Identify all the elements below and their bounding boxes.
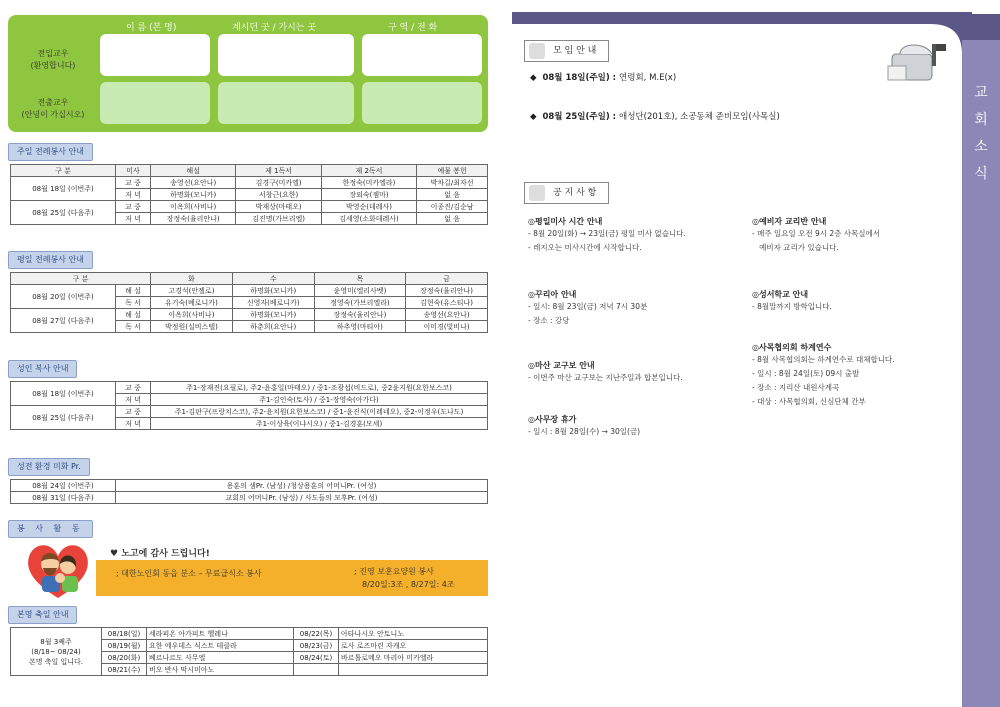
table-cell: 신영자(베로니카) [232,297,314,309]
notice-title: ◎성서학교 안내 [752,290,809,299]
reg-out-name-field[interactable] [100,82,210,124]
reg-label-in [13,48,93,72]
table-cell [339,664,488,676]
table-row [11,406,488,418]
table-cell: 08/18(일) [102,628,147,640]
sunday-table [10,164,488,225]
table-cell: 송영선(요안나) [406,309,488,321]
environment-table [10,479,488,504]
sidebar-char: 교 [974,85,988,101]
table-cell: 이미경(빛비나) [406,321,488,333]
table-cell: 서창근(요한) [236,189,321,201]
sidebar-char: 식 [974,166,988,182]
table-cell: 용훈의 샘Pr. (남성) /청상용훈의 어머니Pr. (여성) [116,480,488,492]
table-cell: 08/24(토) [294,652,339,664]
table-cell: 하명화(모니카) [232,285,314,297]
notice-title: ◎사목협의회 하계연수 [752,343,832,352]
table-cell: 윤영미(엘리사벳) [314,285,405,297]
table-cell: 이종진/김순남 [417,201,488,213]
table-cell: 박재상(마태오) [236,201,321,213]
table-cell: 고경석(안젤로) [151,285,233,297]
meeting-date: 08월 25일(주일) : [542,112,617,122]
table-cell: 08월 24일 (이번주) [11,480,116,492]
reg-header-place: 계시던 곳 / 가시는 곳 [232,23,317,33]
service-left-text: ; 대한노인회 동읍 분소 – 무료급식소 봉사 [116,569,262,578]
table-cell: 교 중 [116,177,151,189]
service-right-line-2: 8/20일:3조 , 8/27일: 4조 [362,580,455,589]
table-cell: 저 녁 [116,394,151,406]
table-header: 미사 [116,165,151,177]
table-cell: 장정숙(율리안나) [406,285,488,297]
notice-block [528,289,647,328]
table-cell: 08/20(화) [102,652,147,664]
reg-out-place-field[interactable] [218,82,354,124]
notice-line: - 이번주 마산 교구보는 지난주일과 합본입니다. [528,373,683,382]
table-row [11,309,488,321]
table-cell: 박정원(실비스텔) [151,321,233,333]
table-cell: 한정숙(미카엘라) [321,177,416,189]
table-header: 화 [151,273,233,285]
weekday-section-title: 평일 전례봉사 안내 [8,251,93,269]
table-header: 수 [232,273,314,285]
meeting-item: ◆ 08월 18일(주일) : 연령회, M.E(x) [530,73,677,83]
table-cell: 바르톨로메오 마리아 미카엘라 [339,652,488,664]
table-header: 예물 봉헌 [417,165,488,177]
service-section-title: 봉 사 활 동 [8,520,93,538]
notices-title: 공 지 사 항 [553,188,597,198]
table-cell: 하명화(모니카) [232,309,314,321]
table-cell: 비오 반사 막시미아노 [147,664,294,676]
table-cell: 장외숙(젬마) [321,189,416,201]
table-cell: 김경구(미카엘) [236,177,321,189]
table-row [11,177,488,189]
table-cell: 박영순(데레사) [321,201,416,213]
table-header: 금 [406,273,488,285]
table-cell: 08월 25일 (다음주) [11,406,116,430]
sidebar-title [962,80,1000,188]
reg-label-out-2: (안녕이 가십시오) [21,110,85,119]
table-cell: 베르나르도 사무엘 [147,652,294,664]
reg-header-district: 구 역 / 전 화 [388,23,438,33]
table-cell: 장정숙(율리안나) [151,213,236,225]
service-banner [96,560,488,596]
table-cell: 해 설 [116,285,151,297]
table-cell: 저 녁 [116,418,151,430]
table-cell: 독 서 [116,321,151,333]
meeting-date: 08월 18일(주일) : [542,73,617,83]
table-cell: 08월 27일 (다음주) [11,309,116,333]
notice-block [528,414,640,439]
notice-title: ◎꾸리아 안내 [528,290,577,299]
table-row [11,285,488,297]
meeting-text: 연령회, M.E(x) [619,73,677,83]
reg-in-name-field[interactable] [100,34,210,76]
feast-week-3: 본명 축일 입니다. [28,657,83,666]
table-cell: 요한 에우데스 식스트 테클라 [147,640,294,652]
meetings-title-tag [524,40,609,62]
adult-section-title: 성인 복사 안내 [8,360,77,378]
table-cell: 하춘희(요안나) [232,321,314,333]
table-cell: 김세영(소화데레사) [321,213,416,225]
table-cell: 저 녁 [116,213,151,225]
notice-line: 예비자 교리가 있습니다. [752,243,839,252]
notice-line: - 매주 일요일 오전 9시 2층 사목실에서 [752,229,880,238]
table-header: 구 분 [11,273,151,285]
notice-line: - 레지오는 미사시간에 시작합니다. [528,243,642,252]
feast-week-2: (8/18~ 08/24) [31,647,81,656]
table-cell: 정영숙(가브리엘라) [314,297,405,309]
table-header: 제 2독서 [321,165,416,177]
table-cell: 하명화(모니카) [151,189,236,201]
meeting-item: ◆ 08월 25일(주일) : 애성단(201호), 소공동체 준비모임(사목실) [530,112,780,122]
reg-label-in-2: (환영합니다) [30,61,76,70]
table-cell: 08월 18일 (이번주) [11,177,116,201]
mailbox-icon [886,34,948,90]
table-cell: 교 중 [116,201,151,213]
table-cell [294,664,339,676]
person-icon [529,43,545,59]
table-cell: 교 중 [116,382,151,394]
table-cell: 이옥희(사비나) [151,309,233,321]
feast-section-title: 본명 축일 안내 [8,606,77,624]
notice-line: - 대상 : 사목협의회, 신심단체 간부 [752,397,866,406]
holy-family-illustration [22,538,94,602]
adult-table [10,381,488,430]
table-header: 목 [314,273,405,285]
table-cell: 박차길/최자선 [417,177,488,189]
table-cell: 주1-김인숙(토사) / 중1-장영숙(아가다) [151,394,488,406]
table-row [11,480,488,492]
table-cell: 없 음 [417,189,488,201]
table-row [11,382,488,394]
reg-in-place-field[interactable] [218,34,354,76]
table-row [11,628,488,640]
notice-line: - 8월말까지 방학입니다. [752,302,832,311]
table-cell: 08월 31일 (다음주) [11,492,116,504]
reg-out-district-field[interactable] [362,82,482,124]
person-icon [529,185,545,201]
table-cell: 하추영(마티아) [314,321,405,333]
table-cell: 08/22(목) [294,628,339,640]
table-cell: 08월 18일 (이번주) [11,382,116,406]
service-thanks: ♥ 노고에 감사 드립니다! [110,549,210,559]
table-row [11,201,488,213]
table-cell: 주1-김판구(프랑치스코), 주2-윤치원(요한보스코) / 중1-윤진식(이레네오), 중2-이정우(도나도) [151,406,488,418]
table-cell: 아타나시오 안토니노 [339,628,488,640]
table-row [11,492,488,504]
table-cell: 주1-장재진(요필로), 주2-윤홍일(마태오) / 중1-조광섭(비드로), 중2윤지원(요한보스코) [151,382,488,394]
notice-line: - 일시: 8월 23일(금) 저녁 7시 30분 [528,302,648,311]
notice-block [752,289,832,314]
notice-line: - 장소 : 강당 [528,316,570,325]
table-header: 구 분 [11,165,116,177]
feast-table [10,627,488,676]
sunday-section-title: 주일 전례봉사 안내 [8,143,93,161]
table-header: 해설 [151,165,236,177]
table-cell: 08월 20일 (이번주) [11,285,116,309]
notice-block [528,360,683,385]
table-cell: 08월 25일 (다음주) [11,201,116,225]
table-cell: 08/23(금) [294,640,339,652]
notice-line: - 일시 : 8월 24일(토) 09시 출발 [752,369,860,378]
notice-block [752,216,880,255]
table-cell: 장정숙(율리안나) [314,309,405,321]
reg-header-name: 이 름 (본 명) [126,23,177,33]
notice-line: - 일시 : 8월 28일(수) → 30일(금) [528,427,641,436]
table-cell: 08/21(수) [102,664,147,676]
reg-in-district-field[interactable] [362,34,482,76]
reg-label-out-1: 전출교우 [37,98,69,107]
table-cell: 저 녁 [116,189,151,201]
notice-line: - 8월 사목협의회는 하계연수로 대체합니다. [752,355,895,364]
notice-block [528,216,686,255]
meeting-text: 애성단(201호), 소공동체 준비모임(사목실) [619,112,780,122]
notice-title: ◎마산 교구보 안내 [528,361,595,370]
sidebar-char: 회 [974,112,988,128]
table-cell: 08/19(월) [102,640,147,652]
notice-title: ◎평일미사 시간 안내 [528,217,603,226]
table-cell: 해 설 [116,309,151,321]
weekday-table [10,272,488,333]
table-cell: 김진명(가브리엘) [236,213,321,225]
table-cell: 세라피온 아가피트 헬레나 [147,628,294,640]
feast-week-cell [11,628,102,676]
table-cell: 송영선(요안나) [151,177,236,189]
notice-line: - 장소 : 지리산 내원사계곡 [752,383,840,392]
table-cell: 교 중 [116,406,151,418]
table-cell: 교회의 어머니Pr. (남성) / 사도들의 모후Pr. (여성) [116,492,488,504]
table-row [11,273,488,285]
notice-block [752,342,895,409]
table-cell: 독 서 [116,297,151,309]
registration-panel [8,15,488,132]
notice-title: ◎사무장 휴가 [528,415,577,424]
table-header: 제 1독서 [236,165,321,177]
notice-title: ◎예비자 교리반 안내 [752,217,827,226]
sidebar-char: 소 [974,139,988,155]
notices-title-tag [524,182,609,204]
service-right-line-1: ; 진영 보훈요양원 봉사 [354,567,434,576]
reg-label-out [13,97,93,121]
reg-label-in-1: 전입교우 [37,49,69,58]
table-row [11,165,488,177]
table-cell: 로사 로즈마린 자캐오 [339,640,488,652]
meetings-title: 모 임 안 내 [553,46,597,56]
table-cell: 이옥희(사비나) [151,201,236,213]
environment-section-title: 성전 환경 미화 Pr. [8,458,90,476]
feast-week-1: 8월 3째주 [40,637,72,646]
table-cell: 없 음 [417,213,488,225]
table-cell: 김현숙(유스티나) [406,297,488,309]
notice-line: - 8월 20일(화) → 23일(금) 평일 미사 없습니다. [528,229,686,238]
table-cell: 유기숙(베로니카) [151,297,233,309]
table-cell: 주1-이상육(이냐시오) / 중1-김경훈(모세) [151,418,488,430]
